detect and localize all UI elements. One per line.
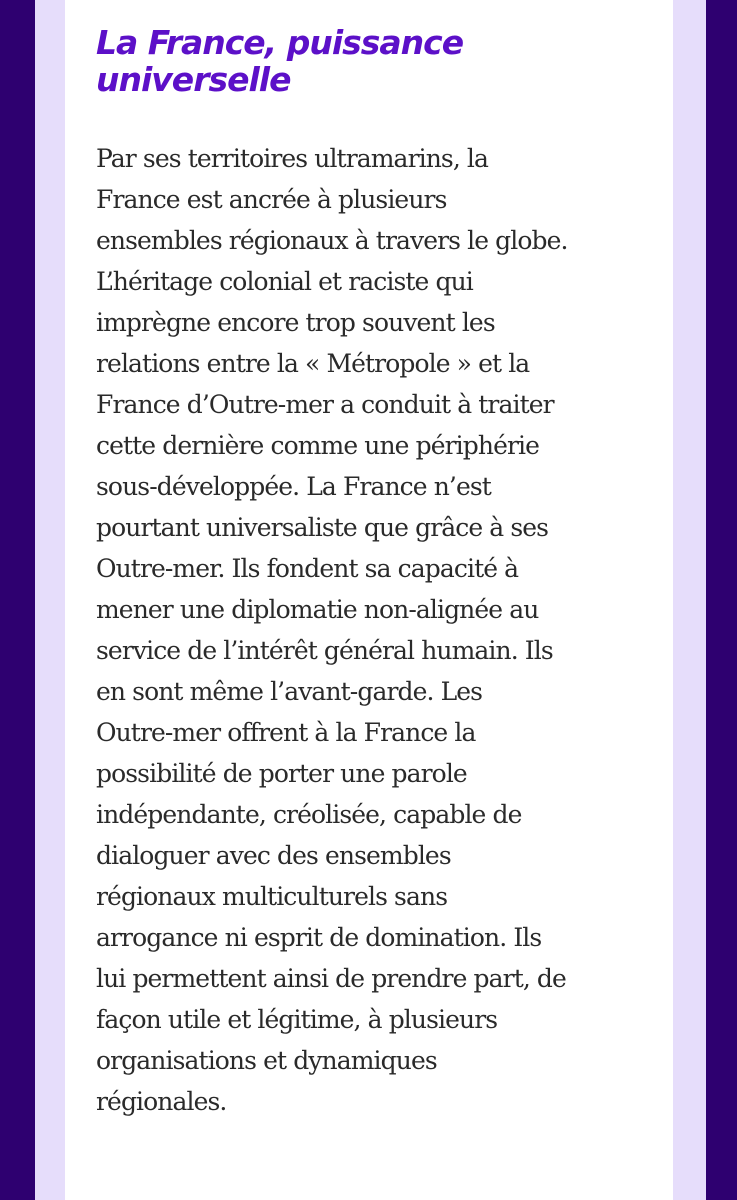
article-title-line: La France, puissance bbox=[96, 23, 464, 62]
paragraph-line: Outre-mer offrent à la France la bbox=[96, 718, 476, 747]
left-border-band bbox=[0, 0, 35, 1200]
left-tint-band bbox=[35, 0, 65, 1200]
article-title bbox=[96, 24, 656, 98]
paragraph-line: mener une diplomatie non-alignée au bbox=[96, 595, 539, 624]
paragraph-line: façon utile et légitime, à plusieurs bbox=[96, 1005, 498, 1034]
paragraph-line: dialoguer avec des ensembles bbox=[96, 841, 451, 870]
paragraph-line: régionaux multiculturels sans bbox=[96, 882, 448, 911]
article-paragraph bbox=[96, 138, 666, 1122]
paragraph-line: cette dernière comme une périphérie bbox=[96, 431, 539, 460]
paragraph-line: service de l’intérêt général humain. Ils bbox=[96, 636, 553, 665]
paragraph-line: possibilité de porter une parole bbox=[96, 759, 467, 788]
paragraph-line: indépendante, créolisée, capable de bbox=[96, 800, 522, 829]
paragraph-line: L’héritage colonial et raciste qui bbox=[96, 267, 473, 296]
paragraph-line: France est ancrée à plusieurs bbox=[96, 185, 447, 214]
article-title-line: universelle bbox=[96, 60, 291, 99]
paragraph-line: sous-développée. La France n’est bbox=[96, 472, 491, 501]
paragraph-line: en sont même l’avant-garde. Les bbox=[96, 677, 483, 706]
paragraph-line: arrogance ni esprit de domination. Ils bbox=[96, 923, 542, 952]
right-tint-band bbox=[673, 0, 706, 1200]
paragraph-line: France d’Outre-mer a conduit à traiter bbox=[96, 390, 554, 419]
paragraph-line: Outre-mer. Ils fondent sa capacité à bbox=[96, 554, 519, 583]
paragraph-line: relations entre la « Métropole » et la bbox=[96, 349, 530, 378]
paragraph-line: régionales. bbox=[96, 1087, 227, 1116]
paragraph-line: ensembles régionaux à travers le globe. bbox=[96, 226, 568, 255]
paragraph-line: lui permettent ainsi de prendre part, de bbox=[96, 964, 566, 993]
paragraph-line: Par ses territoires ultramarins, la bbox=[96, 144, 489, 173]
paragraph-line: pourtant universaliste que grâce à ses bbox=[96, 513, 549, 542]
paragraph-line: organisations et dynamiques bbox=[96, 1046, 437, 1075]
article-content bbox=[65, 0, 673, 1200]
paragraph-line: imprègne encore trop souvent les bbox=[96, 308, 495, 337]
right-border-band bbox=[706, 0, 737, 1200]
